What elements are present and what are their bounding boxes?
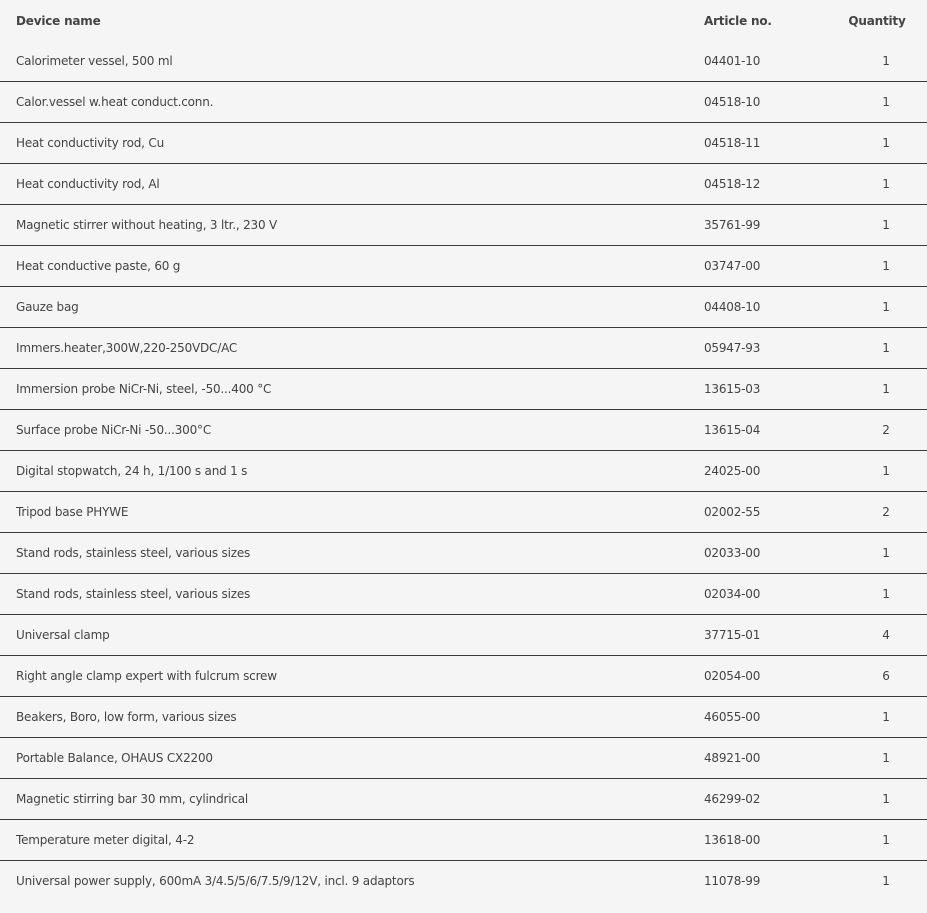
quantity-cell: 1 (831, 287, 927, 328)
table-row (0, 738, 927, 779)
header-article-no: Article no. (704, 13, 772, 28)
article-no-cell: 05947-93 (688, 328, 831, 369)
device-name-cell: Gauze bag (0, 287, 688, 328)
article-no-cell: 13615-04 (688, 410, 831, 451)
article-no-cell: 46055-00 (688, 697, 831, 738)
device-name-cell: Calor.vessel w.heat conduct.conn. (0, 82, 688, 123)
table-row (0, 410, 927, 451)
article-no-cell: 03747-00 (688, 246, 831, 287)
table-row (0, 41, 927, 82)
article-no-cell: 02002-55 (688, 492, 831, 533)
quantity-cell: 1 (831, 246, 927, 287)
article-no-cell: 37715-01 (688, 615, 831, 656)
quantity-cell: 2 (831, 492, 927, 533)
table-row (0, 574, 927, 615)
device-name-cell: Right angle clamp expert with fulcrum screw (0, 656, 688, 697)
quantity-cell: 1 (831, 328, 927, 369)
article-no-cell: 04408-10 (688, 287, 831, 328)
quantity-cell: 2 (831, 410, 927, 451)
quantity-cell: 6 (831, 656, 927, 697)
device-name-cell: Magnetic stirrer without heating, 3 ltr., 230 V (0, 205, 688, 246)
article-no-cell: 13618-00 (688, 820, 831, 861)
table-row (0, 861, 927, 902)
table-row (0, 615, 927, 656)
device-name-cell: Beakers, Boro, low form, various sizes (0, 697, 688, 738)
header-quantity: Quantity (848, 13, 906, 28)
table-row (0, 451, 927, 492)
article-no-cell: 02054-00 (688, 656, 831, 697)
device-name-cell: Universal power supply, 600mA 3/4.5/5/6/7.5/9/12V, incl. 9 adaptors (16, 874, 415, 888)
quantity-cell: 1 (831, 779, 927, 820)
table-row (0, 656, 927, 697)
table-row (0, 697, 927, 738)
table-row (0, 492, 927, 533)
quantity-cell: 1 (831, 369, 927, 410)
device-name-cell: Heat conductive paste, 60 g (0, 246, 688, 287)
table-row (0, 205, 927, 246)
article-no-cell: 24025-00 (688, 451, 831, 492)
table-row (0, 533, 927, 574)
article-no-cell: 48921-00 (688, 738, 831, 779)
quantity-cell: 1 (831, 164, 927, 205)
quantity-cell: 1 (831, 123, 927, 164)
quantity-cell: 1 (882, 874, 890, 888)
quantity-cell: 1 (831, 82, 927, 123)
device-name-cell: Heat conductivity rod, Cu (0, 123, 688, 164)
device-name-cell: Stand rods, stainless steel, various sizes (0, 533, 688, 574)
table-header (0, 0, 927, 41)
table-row (0, 820, 927, 861)
device-name-cell: Surface probe NiCr-Ni -50...300°C (0, 410, 688, 451)
quantity-cell: 1 (831, 697, 927, 738)
quantity-cell: 1 (831, 533, 927, 574)
device-name-cell: Universal clamp (0, 615, 688, 656)
quantity-cell: 1 (831, 41, 927, 82)
device-name-cell: Digital stopwatch, 24 h, 1/100 s and 1 s (0, 451, 688, 492)
article-no-cell: 04518-12 (688, 164, 831, 205)
article-no-cell: 04401-10 (688, 41, 831, 82)
table-row (0, 328, 927, 369)
table-row (0, 779, 927, 820)
article-no-cell: 04518-10 (688, 82, 831, 123)
article-no-cell: 02033-00 (688, 533, 831, 574)
table-body (0, 41, 927, 901)
article-no-cell: 46299-02 (688, 779, 831, 820)
header-row (0, 0, 927, 41)
table-row (0, 287, 927, 328)
article-no-cell: 13615-03 (688, 369, 831, 410)
table-row (0, 369, 927, 410)
quantity-cell: 1 (831, 738, 927, 779)
quantity-cell: 1 (831, 205, 927, 246)
header-device-name: Device name (16, 13, 101, 28)
device-name-cell: Tripod base PHYWE (0, 492, 688, 533)
table-row (0, 123, 927, 164)
device-name-cell: Immersion probe NiCr-Ni, steel, -50...400 °C (0, 369, 688, 410)
article-no-cell: 11078-99 (704, 874, 761, 888)
device-name-cell: Stand rods, stainless steel, various sizes (0, 574, 688, 615)
table-row (0, 164, 927, 205)
table-row (0, 246, 927, 287)
device-name-cell: Magnetic stirring bar 30 mm, cylindrical (0, 779, 688, 820)
device-name-cell: Heat conductivity rod, Al (0, 164, 688, 205)
quantity-cell: 1 (831, 574, 927, 615)
article-no-cell: 02034-00 (688, 574, 831, 615)
quantity-cell: 4 (831, 615, 927, 656)
quantity-cell: 1 (831, 451, 927, 492)
device-name-cell: Immers.heater,300W,220-250VDC/AC (0, 328, 688, 369)
device-name-cell: Calorimeter vessel, 500 ml (0, 41, 688, 82)
table-row (0, 82, 927, 123)
quantity-cell: 1 (831, 820, 927, 861)
device-name-cell: Temperature meter digital, 4-2 (0, 820, 688, 861)
device-name-cell: Portable Balance, OHAUS CX2200 (0, 738, 688, 779)
article-no-cell: 04518-11 (688, 123, 831, 164)
article-no-cell: 35761-99 (688, 205, 831, 246)
